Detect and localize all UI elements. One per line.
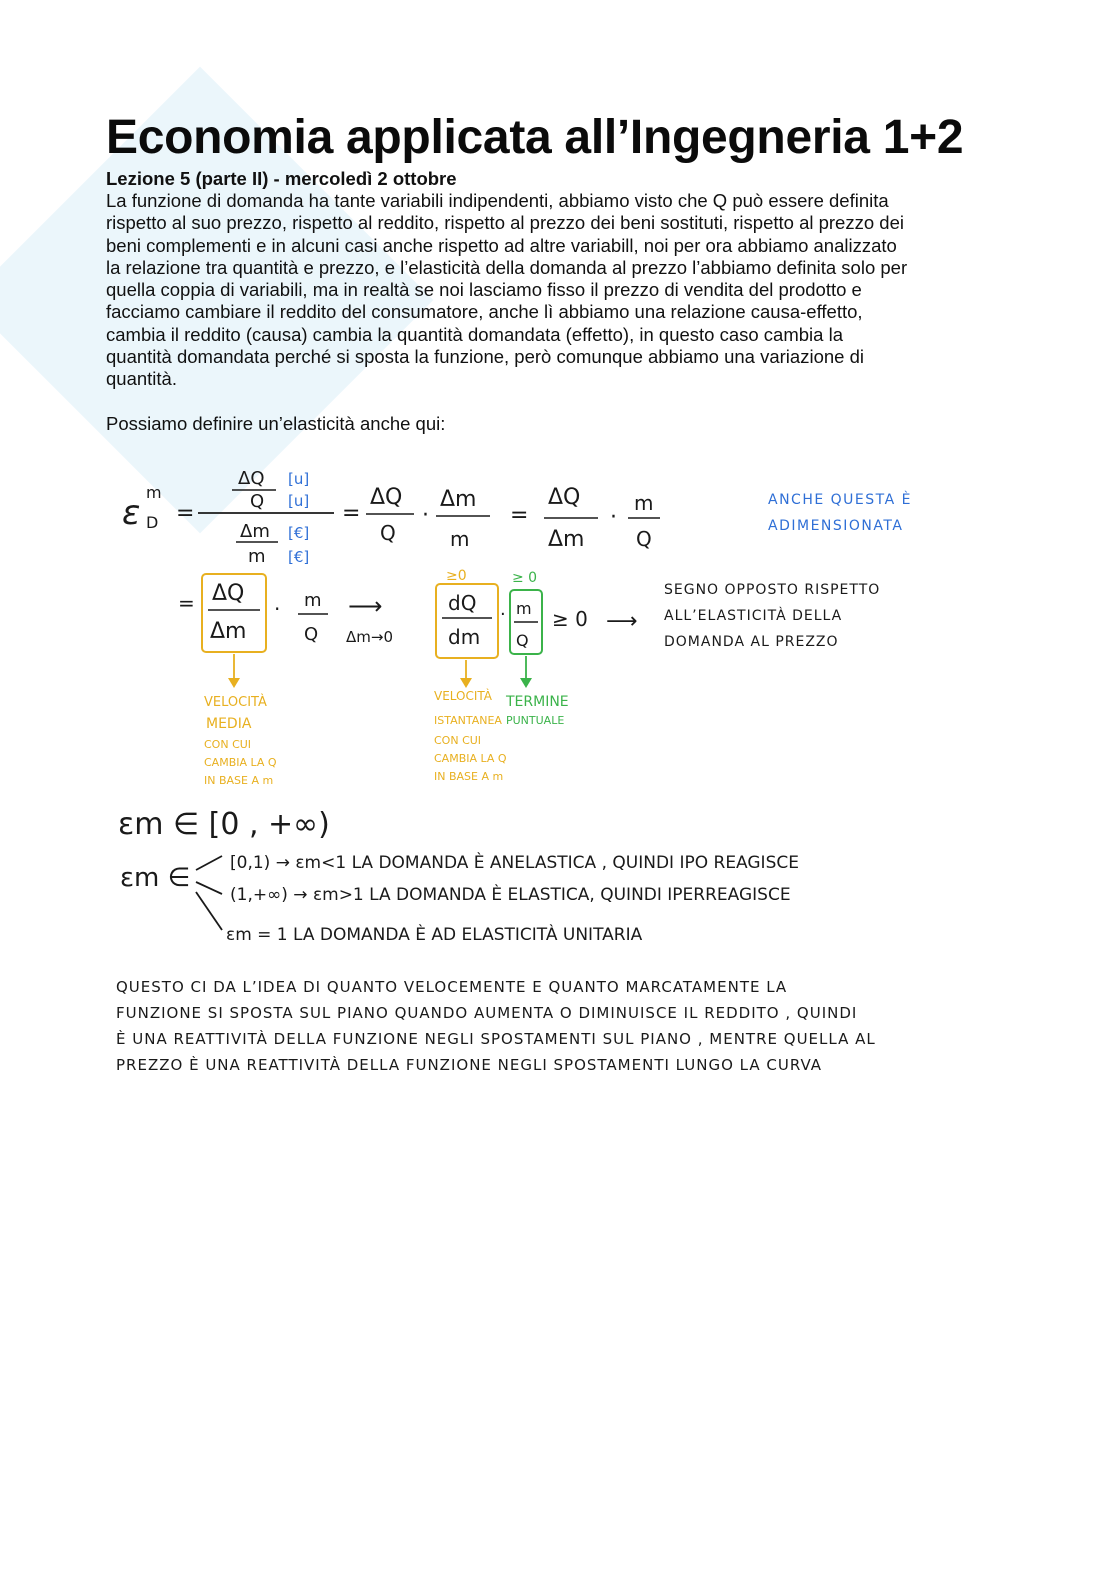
paragraph-line: quantità. <box>106 368 177 390</box>
green-note: PUNTUALE <box>506 714 565 727</box>
paragraph-line: beni complementi e in alcuni casi anche rispetto ad altre variabill, noi per ora abbiamo analizzato <box>106 234 897 256</box>
orange-note-left: CON CUI <box>204 738 252 751</box>
dm-small: dm <box>448 625 481 649</box>
m-symbol: m <box>450 527 470 551</box>
lesson-subtitle: Lezione 5 (parte II) - mercoledì 2 ottobre <box>106 168 457 189</box>
final-note-line: PREZZO È UNA REATTIVITÀ DELLA FUNZIONE NEGLI SPOSTAMENTI LUNGO LA CURVA <box>116 1056 823 1074</box>
orange-note-mid: CAMBIA LA Q <box>434 752 507 765</box>
orange-note-mid: ISTANTANEA <box>434 714 502 727</box>
unit-label: [€] <box>288 548 310 566</box>
limit-label: Δm→0 <box>346 628 393 646</box>
final-note-line: FUNZIONE SI SPOSTA SUL PIANO QUANDO AUMENTA O DIMINUISCE IL REDDITO , QUINDI <box>116 1004 858 1022</box>
dot-operator: · <box>422 503 429 528</box>
m-symbol: m <box>304 590 322 611</box>
q-symbol: Q <box>636 527 652 551</box>
orange-note-mid: CON CUI <box>434 734 482 747</box>
unit-label: [u] <box>288 470 310 488</box>
paragraph-line: facciamo cambiare il reddito del consumatore, anche lì abbiamo una relazione causa-effetto, <box>106 301 863 323</box>
dot-operator: · <box>274 597 281 621</box>
equals-sign: = <box>510 503 529 528</box>
note-sign-2: ALL’ELASTICITÀ DELLA <box>664 608 843 624</box>
orange-note-mid: IN BASE A m <box>434 770 504 783</box>
note-dimensionless-2: ADIMENSIONATA <box>768 518 904 534</box>
m-symbol: m <box>634 491 654 515</box>
elasticity-superscript: m <box>146 483 162 502</box>
orange-note-left: VELOCITÀ <box>204 695 267 710</box>
equals-sign: = <box>342 501 361 526</box>
range-block <box>118 807 799 945</box>
final-note-line: È UNA REATTIVITÀ DELLA FUNZIONE NEGLI SPOSTAMENTI SUL PIANO , MENTRE QUELLA AL <box>116 1030 876 1048</box>
note-sign-3: DOMANDA AL PREZZO <box>664 634 839 650</box>
paragraph-line: La funzione di domanda ha tante variabili indipendenti, abbiamo visto che Q può essere definita <box>106 190 889 211</box>
note-sign-1: SEGNO OPPOSTO RISPETTO <box>664 582 881 598</box>
delta-q: ΔQ <box>238 468 265 489</box>
delta-q: ΔQ <box>370 485 403 510</box>
dot-operator: · <box>500 604 506 625</box>
orange-note-left: MEDIA <box>206 716 252 732</box>
final-notes <box>116 978 876 1074</box>
unit-label: [€] <box>288 524 310 542</box>
case-unitary: εm = 1 LA DOMANDA È AD ELASTICITÀ UNITARIA <box>226 925 643 945</box>
delta-q: ΔQ <box>548 485 581 510</box>
q-symbol: Q <box>380 521 396 545</box>
delta-m: Δm <box>210 619 247 644</box>
elasticity-subscript: D <box>146 513 159 532</box>
orange-note-mid: VELOCITÀ <box>434 689 493 703</box>
orange-note-left: IN BASE A m <box>204 774 274 787</box>
geq-zero: ≥ 0 <box>552 607 588 631</box>
delta-m: Δm <box>240 521 270 542</box>
delta-m: Δm <box>548 527 585 552</box>
limit-arrow: ⟶ <box>348 592 383 620</box>
q-symbol: Q <box>250 491 265 512</box>
equals-sign: = <box>178 591 195 615</box>
paragraph-line: la relazione tra quantità e prezzo, e l’elasticità della domanda al prezzo l’abbiamo definita solo per <box>106 256 908 278</box>
case-anelastic: [0,1) → εm<1 LA DOMANDA È ANELASTICA , QUINDI IPO REAGISCE <box>230 853 799 873</box>
nonneg-label: ≥ 0 <box>512 570 538 586</box>
nonneg-label: ≥0 <box>446 568 467 584</box>
dot-operator: · <box>610 505 617 530</box>
delta-q: ΔQ <box>212 581 245 606</box>
range-line: εm ∈ [0 , +∞) <box>118 807 330 842</box>
result-arrow: ⟶ <box>606 609 638 634</box>
formula-first-line <box>122 468 912 567</box>
q-symbol: Q <box>304 624 319 645</box>
paragraph-line: rispetto al suo prezzo, rispetto al reddito, rispetto al prezzo dei beni sostituti, rispetto al prezzo dei <box>106 212 904 234</box>
formula-second-line <box>178 568 880 787</box>
page-title: Economia applicata all’Ingegneria 1+2 <box>106 111 964 164</box>
m-symbol: m <box>248 546 266 567</box>
orange-note-left: CAMBIA LA Q <box>204 756 277 769</box>
case-elastic: (1,+∞) → εm>1 LA DOMANDA È ELASTICA, QUINDI IPERREAGISCE <box>230 885 791 905</box>
lead-sentence: Possiamo definire un’elasticità anche qui: <box>106 413 446 434</box>
q-symbol: Q <box>516 631 529 650</box>
paragraph-line: cambia il reddito (causa) cambia la quantità domandata (effetto), in questo caso cambia la <box>106 323 843 345</box>
green-note: TERMINE <box>506 694 569 710</box>
paragraph-line: quella coppia di variabili, ma in realtà se noi lasciamo fisso il prezzo di vendita del prodotto e <box>106 279 862 301</box>
delta-m: Δm <box>440 487 477 512</box>
dq-small: dQ <box>448 591 477 615</box>
cases-head: εm ∈ <box>120 863 191 893</box>
paragraph-line: quantità domandata perché si sposta la funzione, però comunque abbiamo una variazione di <box>106 346 864 368</box>
equals-sign: = <box>176 501 195 526</box>
elasticity-symbol: ε <box>122 493 141 533</box>
final-note-line: QUESTO CI DA L’IDEA DI QUANTO VELOCEMENTE E QUANTO MARCATAMENTE LA <box>116 978 788 996</box>
note-dimensionless-1: ANCHE QUESTA È <box>768 492 912 508</box>
unit-label: [u] <box>288 492 310 510</box>
m-symbol: m <box>516 599 532 618</box>
